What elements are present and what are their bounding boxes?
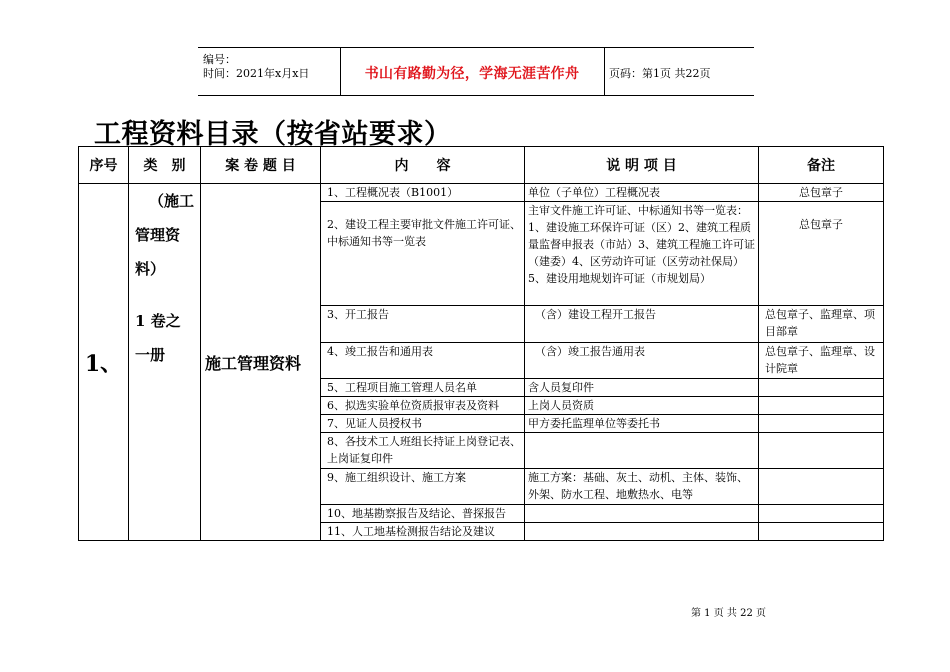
header-remark: 备注 bbox=[759, 147, 884, 184]
remark-cell bbox=[759, 397, 884, 415]
remark-cell bbox=[759, 433, 884, 469]
header-volume-title: 案 卷 题 目 bbox=[201, 147, 321, 184]
description-cell: 主审文件施工许可证、中标通知书等一览表：1、建设施工环保许可证（区）2、建筑工程质量监督申报表（市站）3、建筑工程施工许可证（建委）4、区劳动许可证（区劳动社保局）5、建设用地规划许可证（市规划局） bbox=[525, 202, 759, 306]
document-time-label: 时间：2021年x月x日 bbox=[203, 67, 310, 80]
remark-cell bbox=[759, 415, 884, 433]
seq-cell: 1、 bbox=[79, 184, 129, 541]
content-cell: 5、工程项目施工管理人员名单 bbox=[321, 379, 525, 397]
category-line: 料） bbox=[135, 260, 166, 278]
header-motto: 书山有路勤为径，学海无涯苦作舟 bbox=[364, 66, 580, 82]
content-cell: 8、各技术工人班组长持证上岗登记表、上岗证复印件 bbox=[321, 433, 525, 469]
description-cell: （含）建设工程开工报告 bbox=[525, 306, 759, 343]
volume-cell: 施工管理资料 bbox=[201, 184, 321, 541]
remark-cell: 总包章子 bbox=[759, 202, 884, 306]
remark-cell bbox=[759, 505, 884, 523]
document-number-label: 编号： bbox=[203, 53, 236, 66]
page-header bbox=[198, 47, 754, 96]
content-cell: 7、见证人员授权书 bbox=[321, 415, 525, 433]
content-cell: 9、施工组织设计、施工方案 bbox=[321, 469, 525, 505]
description-cell bbox=[525, 433, 759, 469]
content-cell: 3、开工报告 bbox=[321, 306, 525, 343]
remark-cell: 总包章子、监理章、设计院章 bbox=[759, 343, 884, 379]
category-line: 一册 bbox=[135, 346, 166, 364]
category-line: 1 卷之 bbox=[135, 312, 181, 330]
remark-cell: 总包章子、监理章、项目部章 bbox=[759, 306, 884, 343]
content-cell: 2、建设工程主要审批文件施工许可证、中标通知书等一览表 bbox=[321, 202, 525, 306]
description-cell: （含）竣工报告通用表 bbox=[525, 343, 759, 379]
header-category: 类 别 bbox=[129, 147, 201, 184]
description-cell: 上岗人员资质 bbox=[525, 397, 759, 415]
content-cell: 1、工程概况表（B1001） bbox=[321, 184, 525, 202]
remark-cell bbox=[759, 379, 884, 397]
header-page-info: 页码：第1页 共22页 bbox=[609, 67, 711, 80]
content-cell: 11、人工地基检测报告结论及建议 bbox=[321, 523, 525, 541]
content-cell: 6、拟选实验单位资质报审表及资料 bbox=[321, 397, 525, 415]
header-seq: 序号 bbox=[79, 147, 129, 184]
header-content: 内 容 bbox=[321, 147, 525, 184]
remark-cell: 总包章子 bbox=[759, 184, 884, 202]
header-divider bbox=[604, 48, 605, 95]
remark-cell bbox=[759, 523, 884, 541]
catalog-table bbox=[78, 146, 884, 541]
category-line: 管理资 bbox=[135, 226, 181, 244]
page-footer: 第 1 页 共 22 页 bbox=[691, 608, 766, 619]
description-cell: 甲方委托监理单位等委托书 bbox=[525, 415, 759, 433]
content-cell: 10、地基勘察报告及结论、普探报告 bbox=[321, 505, 525, 523]
description-cell bbox=[525, 523, 759, 541]
remark-cell bbox=[759, 469, 884, 505]
description-cell: 单位（子单位）工程概况表 bbox=[525, 184, 759, 202]
table-row bbox=[79, 184, 884, 202]
description-cell bbox=[525, 505, 759, 523]
description-cell: 含人员复印件 bbox=[525, 379, 759, 397]
description-cell: 施工方案：基础、灰土、动机、主体、装饰、外架、防水工程、地敷热水、电等 bbox=[525, 469, 759, 505]
category-line: （施工 bbox=[149, 192, 195, 210]
category-cell bbox=[129, 184, 201, 541]
document-title: 工程资料目录（按省站要求） bbox=[94, 119, 452, 150]
content-cell: 4、竣工报告和通用表 bbox=[321, 343, 525, 379]
table-header-row bbox=[79, 147, 884, 184]
header-description: 说 明 项 目 bbox=[525, 147, 759, 184]
